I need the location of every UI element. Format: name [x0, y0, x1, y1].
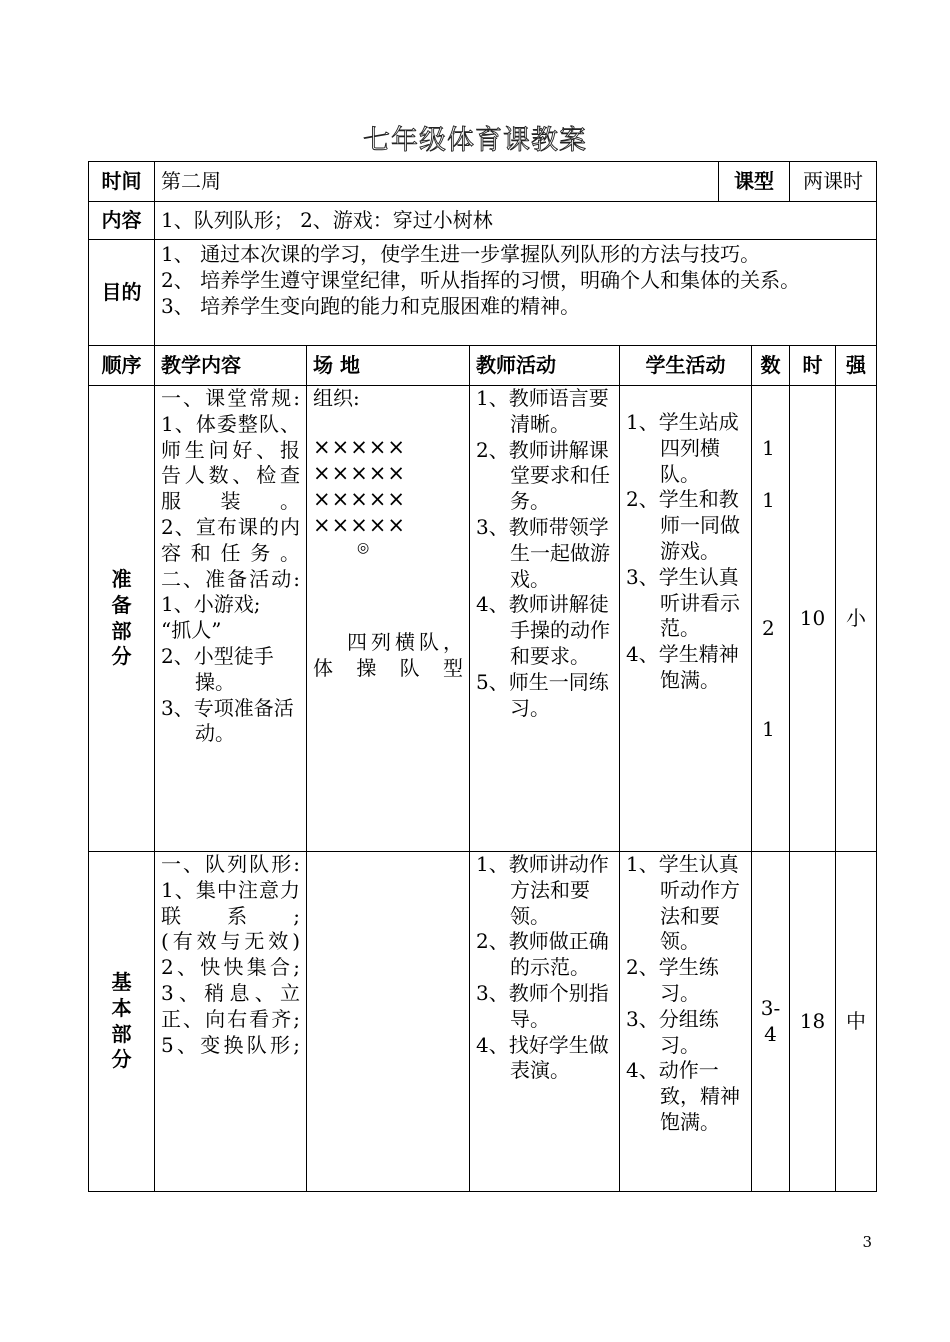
- teacher-item: 2、教师讲解课堂要求和任务。: [476, 437, 610, 514]
- time-label: 时间: [89, 162, 155, 202]
- content-line: 3、专项准备活动。: [161, 695, 294, 746]
- prep-content: [155, 386, 307, 852]
- prep-teacher: [470, 386, 620, 852]
- content-line: 1、集中注意力联系;: [161, 877, 300, 928]
- col-venue: 场 地: [307, 346, 470, 386]
- content-line: “抓人”: [161, 618, 222, 643]
- teacher-item: 5、师生一同练习。: [476, 669, 609, 720]
- teacher-item: 1、教师语言要清晰。: [476, 386, 609, 436]
- student-item: 1、学生站成四列横队。: [626, 410, 739, 486]
- basic-intensity: 中: [836, 852, 877, 1192]
- lesson-plan-grid: [88, 161, 877, 1192]
- venue-note: 四列横队，体操队型: [313, 629, 463, 680]
- formation-row: ×××××: [313, 512, 406, 537]
- col-order: 顺序: [89, 346, 155, 386]
- time-value: 第二周: [155, 162, 719, 202]
- goal-item: 1、 通过本次课的学习，使学生进一步掌握队列队形的方法与技巧。: [161, 242, 761, 266]
- formation-row: ×××××: [313, 434, 406, 459]
- student-item: 3、学生认真听讲看示范。: [626, 564, 740, 641]
- time-row: [89, 162, 877, 202]
- basic-label: 基 本 部 分: [89, 852, 155, 1192]
- prep-time: 10: [790, 386, 836, 852]
- col-student: 学生活动: [620, 346, 752, 386]
- teacher-position-icon: ◎: [357, 539, 370, 556]
- prep-count: 1 1 2 1: [752, 386, 790, 852]
- venue-title: 组织:: [313, 386, 360, 410]
- content-line: 一、队列队形:: [161, 852, 300, 876]
- prep-label: 准 备 部 分: [89, 386, 155, 852]
- student-item: 4、学生精神饱满。: [626, 642, 739, 692]
- basic-count: 3-4: [752, 852, 790, 1192]
- basic-student: [620, 852, 752, 1192]
- goal-item: 2、 培养学生遵守课堂纪律，听从指挥的习惯，明确个人和集体的关系。: [161, 267, 801, 292]
- content-line: 1、小游戏;: [161, 592, 261, 617]
- content-line: 3、稍息、立正、向右看齐;: [161, 980, 300, 1031]
- content-line: 2、宣布课的内容和任务。: [161, 514, 300, 565]
- basic-section-row: [89, 852, 877, 1192]
- basic-teacher: [470, 852, 620, 1192]
- student-item: 2、学生和教师一同做游戏。: [626, 487, 740, 563]
- teacher-item: 4、教师讲解徒手操的动作和要求。: [476, 592, 610, 668]
- page-title: 七年级体育课教案: [363, 125, 587, 156]
- page-number: 3: [862, 1233, 872, 1251]
- type-value: 两课时: [790, 162, 877, 202]
- teacher-item: 3、教师带领学生一起做游戏。: [476, 514, 610, 591]
- teacher-item: 4、找好学生做表演。: [476, 1032, 609, 1083]
- teacher-item: 3、教师个别指导。: [476, 980, 609, 1031]
- student-item: 1、学生认真听动作方法和要领。: [626, 852, 740, 954]
- col-intensity: 强: [836, 346, 877, 386]
- content-line: 一、课堂常规:: [161, 386, 300, 410]
- student-item: 2、学生练习。: [626, 955, 719, 1005]
- content-line: 1、体委整队、师生问好、报告人数、检查服装。: [161, 411, 300, 514]
- prep-intensity: 小: [836, 386, 877, 852]
- content-value: 1、队列队形； 2、游戏：穿过小树林: [155, 202, 877, 240]
- teacher-item: 2、教师做正确的示范。: [476, 929, 609, 980]
- student-item: 4、动作一致，精神饱满。: [626, 1058, 740, 1134]
- goal-item: 3、 培养学生变向跑的能力和克服困难的精神。: [161, 293, 581, 318]
- prep-venue: [307, 386, 470, 852]
- basic-content: [155, 852, 307, 1192]
- col-count: 数: [752, 346, 790, 386]
- content-label: 内容: [89, 202, 155, 240]
- formation-row: ×××××: [313, 486, 406, 511]
- col-time: 时: [790, 346, 836, 386]
- prep-student: [620, 386, 752, 852]
- content-line: 5、变换队形;: [161, 1032, 300, 1057]
- prep-section-row: [89, 386, 877, 852]
- basic-venue: [307, 852, 470, 1192]
- type-label: 课型: [719, 162, 790, 202]
- content-line: 2、快快集合;: [161, 955, 300, 980]
- col-teacher: 教师活动: [470, 346, 620, 386]
- teacher-item: 1、教师讲动作方法和要领。: [476, 852, 609, 928]
- formation-row: ×××××: [313, 460, 406, 485]
- content-row: [89, 202, 877, 240]
- col-content: 教学内容: [155, 346, 307, 386]
- student-item: 3、分组练习。: [626, 1006, 719, 1057]
- content-line: 二、准备活动:: [161, 566, 300, 591]
- basic-time: 18: [790, 852, 836, 1192]
- content-line: 2、小型徒手操。: [161, 643, 274, 694]
- content-line: (有效与无效): [161, 929, 300, 954]
- goal-row: [89, 240, 877, 346]
- goal-label: 目的: [89, 240, 155, 346]
- column-header-row: [89, 346, 877, 386]
- goal-list: [155, 240, 877, 346]
